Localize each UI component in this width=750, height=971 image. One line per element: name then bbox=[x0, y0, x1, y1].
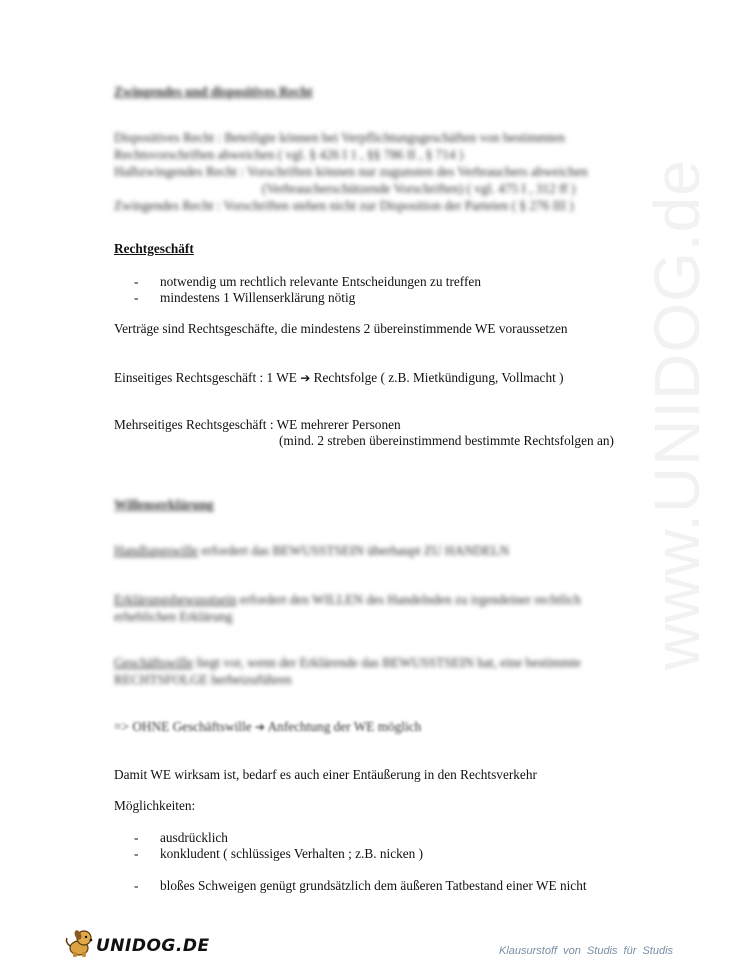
list-item: - bloßes Schweigen genügt grundsätzlich dem äußeren Tatbestand einer WE nicht bbox=[134, 878, 587, 893]
paragraph-mehrseitig: Mehrseitiges Rechtsgeschäft : WE mehrerer Personen bbox=[114, 417, 401, 432]
heading-zwingendes-recht: Zwingendes und dispositives Recht bbox=[114, 84, 313, 99]
paragraph-wirksam: Damit WE wirksam ist, bedarf es auch einer Entäußerung in den Rechtsverkehr bbox=[114, 767, 537, 782]
footer-tagline: Klausurstoff von Studis für Studis bbox=[499, 945, 674, 957]
blurred-paragraph-handlungswille: Handlungswille erfordert das BEWUSSTSEIN überhaupt ZU HANDELN bbox=[114, 543, 510, 558]
heading-rechtsgeschaeft: Rechtgeschäft bbox=[114, 241, 194, 256]
blurred-paragraph-ohne-geschaeftswille: => OHNE Geschäftswille ➔ Anfechtung der WE möglich bbox=[114, 719, 422, 734]
blurred-paragraph-geschaeftswille: Geschäftswille liegt vor, wenn der Erklärende das BEWUSSTSEIN hat, eine bestimmte bbox=[114, 655, 581, 670]
right-arrow-icon: ➔ bbox=[254, 720, 265, 734]
watermark: www.UNIDOG.de bbox=[641, 159, 713, 670]
list-item: - ausdrücklich bbox=[134, 830, 228, 845]
blurred-line-1: Dispositives Recht : Beteiligte können bei Verpflichtungsgeschäften von bestimmten bbox=[114, 130, 566, 145]
paragraph-vertraege: Verträge sind Rechtsgeschäfte, die mindestens 2 übereinstimmende WE voraussetzen bbox=[114, 321, 568, 336]
paragraph-einseitig: Einseitiges Rechtsgeschäft : 1 WE ➔ Rechtsfolge ( z.B. Mietkündigung, Vollmacht ) bbox=[114, 370, 564, 385]
list-item: - mindestens 1 Willenserklärung nötig bbox=[134, 290, 356, 305]
footer-logo bbox=[64, 926, 210, 960]
blurred-line-2: Rechtsvorschriften abweichen ( vgl. § 426 I 1 , §§ 786 II , § 714 ) bbox=[114, 147, 464, 162]
heading-willenserklaerung: Willenserklärung bbox=[114, 497, 214, 512]
paragraph-mehrseitig-sub: (mind. 2 streben übereinstimmend bestimmte Rechtsfolgen an) bbox=[279, 433, 614, 448]
dog-mascot-icon bbox=[64, 926, 98, 960]
blurred-line-5: Zwingendes Recht : Vorschriften stehen nicht zur Disposition der Parteien ( § 276 III ) bbox=[114, 198, 574, 213]
blurred-paragraph-erklaerungsbewusstsein: Erklärungsbewusstsein erfordert den WILLEN des Handelnden zu irgendeiner rechtlich bbox=[114, 592, 581, 607]
blurred-line-3: Halbzwingendes Recht : Vorschriften können nur zugunsten des Verbrauchers abweichen bbox=[114, 164, 588, 179]
right-arrow-icon: ➔ bbox=[300, 371, 311, 385]
blurred-line-4: (Verbraucherschützende Vorschriften) ( vgl. 475 I , 312 ff ) bbox=[262, 181, 576, 196]
logo-text: UNIDOG.DE bbox=[96, 936, 210, 956]
list-item: - konkludent ( schlüssiges Verhalten ; z.B. nicken ) bbox=[134, 846, 424, 861]
list-item: - notwendig um rechtlich relevante Entscheidungen zu treffen bbox=[134, 274, 481, 289]
blurred-paragraph-geschaeftswille-2: RECHTSFOLGE herbeizuführen bbox=[114, 672, 292, 687]
paragraph-moeglichkeiten: Möglichkeiten: bbox=[114, 798, 196, 813]
blurred-paragraph-erklaerungsbewusstsein-2: erheblichen Erklärung bbox=[114, 609, 233, 624]
